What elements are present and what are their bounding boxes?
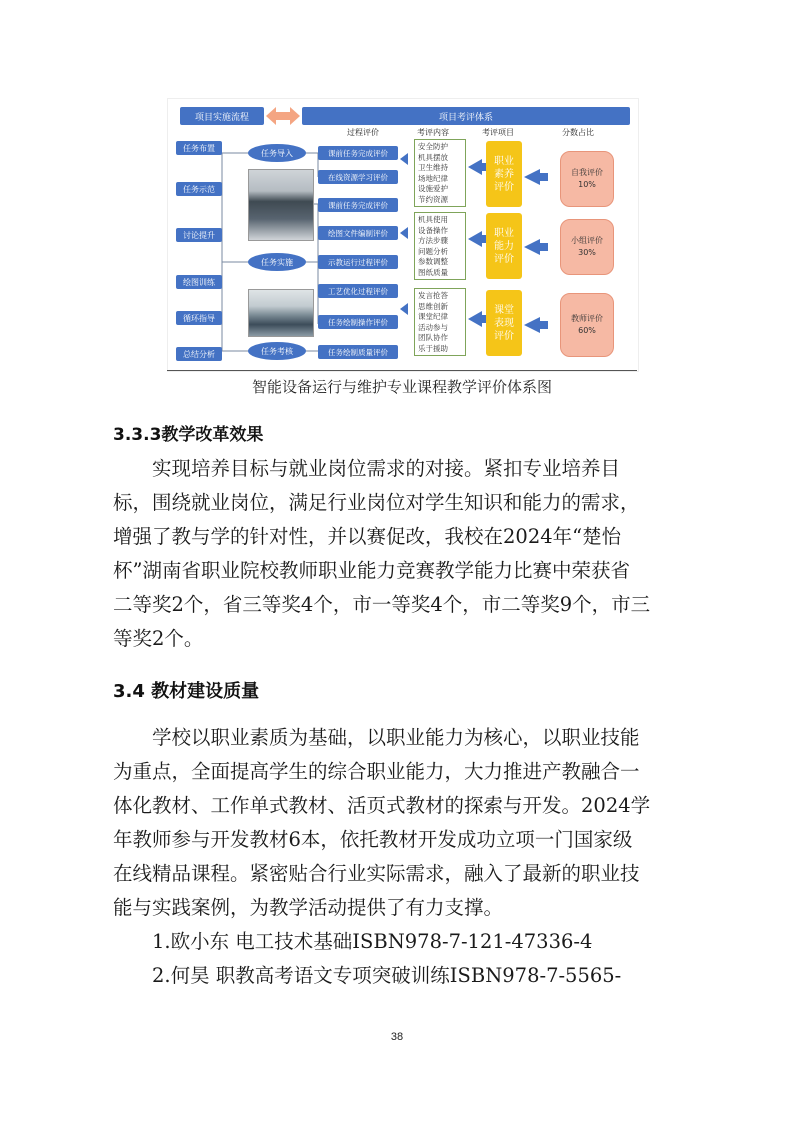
process-item-7: 任务绘制操作评价 xyxy=(318,315,398,329)
paragraph-line: 年教师参与开发教材6本，依托教材开发成功立项一门国家级 xyxy=(113,828,633,851)
process-item-3: 课前任务完成评价 xyxy=(318,198,398,212)
step-summary: 总结分析 xyxy=(176,347,222,361)
header-process: 过程评价 xyxy=(347,128,379,137)
content-line: 方法步骤 xyxy=(418,236,448,245)
item-text: 能力 xyxy=(494,240,514,252)
process-item-6: 工艺优化过程评价 xyxy=(318,284,398,298)
paragraph-line: 实现培养目标与就业岗位需求的对接。紧扣专业培养目 xyxy=(152,457,621,480)
score-self xyxy=(560,151,614,207)
content-line: 机具使用 xyxy=(418,215,448,224)
score-label: 教师评价 xyxy=(571,314,603,323)
content-box-classroom xyxy=(414,288,466,356)
score-label: 小组评价 xyxy=(571,236,603,245)
evaluation-system-diagram xyxy=(167,98,639,372)
step-task-assign: 任务布置 xyxy=(176,141,222,155)
content-line: 问题分析 xyxy=(418,246,448,256)
textbook-list-item: 2.何昊 职教高考语文专项突破训练ISBN978-7-5565- xyxy=(152,964,622,987)
page-number: 38 xyxy=(390,1031,404,1043)
caption-rule xyxy=(167,370,637,371)
paragraph-line: 标，围绕就业岗位，满足行业岗位对学生知识和能力的需求， xyxy=(113,491,640,514)
paragraph-line: 在线精品课程。紧密贴合行业实际需求，融入了最新的职业技 xyxy=(113,862,640,885)
content-line: 设施爱护 xyxy=(418,184,448,193)
process-item-5: 示教运行过程评价 xyxy=(318,255,398,269)
score-teacher xyxy=(560,293,614,357)
score-pct: 60% xyxy=(578,326,596,335)
score-pct: 30% xyxy=(578,248,596,257)
step-guide: 循环指导 xyxy=(176,311,222,325)
item-text: 表现 xyxy=(494,317,514,329)
paragraph-line: 学校以职业素质为基础，以职业能力为核心，以职业技能 xyxy=(152,726,640,749)
content-line: 图纸质量 xyxy=(418,267,448,277)
content-line: 安全防护 xyxy=(418,142,448,151)
paragraph-line: 等奖2个。 xyxy=(113,627,204,650)
content-line: 团队协作 xyxy=(418,333,448,342)
score-group xyxy=(560,219,614,275)
process-item-8: 任务绘制质量评价 xyxy=(318,345,398,359)
item-text: 课堂 xyxy=(494,304,514,316)
phase-assess: 任务考核 xyxy=(248,342,306,360)
textbook-list-item: 1.欧小东 电工技术基础ISBN978-7-121-47336-4 xyxy=(152,930,593,953)
paragraph-line: 能与实践案例，为教学活动提供了有力支撑。 xyxy=(113,896,504,919)
process-item-2: 在线资源学习评价 xyxy=(318,170,398,184)
content-line: 节约资源 xyxy=(418,194,448,204)
item-ability-eval xyxy=(486,213,522,279)
content-line: 乐于援助 xyxy=(418,343,448,353)
content-line: 设备操作 xyxy=(418,225,448,235)
content-line: 活动参与 xyxy=(418,322,448,332)
paragraph-line: 二等奖2个，省三等奖4个，市一等奖4个，市二等奖9个，市三 xyxy=(113,593,651,616)
content-line: 参数调整 xyxy=(418,257,448,266)
flow-title-bar: 项目实施流程 xyxy=(180,107,264,125)
step-discuss: 讨论提升 xyxy=(176,228,222,242)
item-literacy-eval xyxy=(486,141,522,207)
paragraph-line: 为重点，全面提高学生的综合职业能力，大力推进产教融合一 xyxy=(113,760,640,783)
step-drawing: 绘图训练 xyxy=(176,275,222,289)
content-line: 场地纪律 xyxy=(418,173,448,183)
paragraph-line: 杯”湖南省职业院校教师职业能力竞赛教学能力比赛中荣获省 xyxy=(113,559,630,582)
item-classroom-eval xyxy=(486,290,522,356)
classroom-photo-1 xyxy=(248,169,314,241)
content-box-ability xyxy=(414,212,466,280)
classroom-photo-2 xyxy=(248,289,314,337)
item-text: 职业 xyxy=(494,155,514,167)
content-line: 发言抢答 xyxy=(418,291,448,300)
item-text: 评价 xyxy=(494,181,514,193)
score-pct: 10% xyxy=(578,180,596,189)
item-text: 评价 xyxy=(494,330,514,342)
header-ratio: 分数占比 xyxy=(562,128,594,137)
content-line: 思维创新 xyxy=(418,301,448,311)
section2-body xyxy=(113,721,650,993)
header-content: 考评内容 xyxy=(417,128,449,137)
section-heading-3-4: 3.4 教材建设质量 xyxy=(113,681,260,702)
figure-caption: 智能设备运行与维护专业课程教学评价体系图 xyxy=(251,378,552,396)
content-line: 卫生维持 xyxy=(418,163,448,172)
paragraph-line: 增强了教与学的针对性，并以赛促改，我校在2024年“楚怡 xyxy=(113,525,622,548)
section-heading-3-3-3: 3.3.3教学改革效果 xyxy=(113,425,264,445)
process-item-1: 课前任务完成评价 xyxy=(318,146,398,160)
section1-body xyxy=(113,452,650,656)
process-item-4: 绘图文件编制评价 xyxy=(318,226,398,240)
phase-import: 任务导入 xyxy=(248,144,306,162)
paragraph-line: 体化教材、工作单式教材、活页式教材的探索与开发。2024学 xyxy=(113,794,651,817)
content-line: 课堂纪律 xyxy=(418,312,448,321)
content-line: 机具摆放 xyxy=(418,152,448,162)
item-text: 职业 xyxy=(494,227,514,239)
header-item: 考评项目 xyxy=(482,128,514,137)
system-title-bar: 项目考评体系 xyxy=(302,107,630,125)
item-text: 素养 xyxy=(494,168,514,180)
phase-implement: 任务实施 xyxy=(248,253,306,271)
step-task-demo: 任务示范 xyxy=(176,182,222,196)
item-text: 评价 xyxy=(494,253,514,265)
score-label: 自我评价 xyxy=(571,168,603,177)
content-box-literacy xyxy=(414,139,466,207)
